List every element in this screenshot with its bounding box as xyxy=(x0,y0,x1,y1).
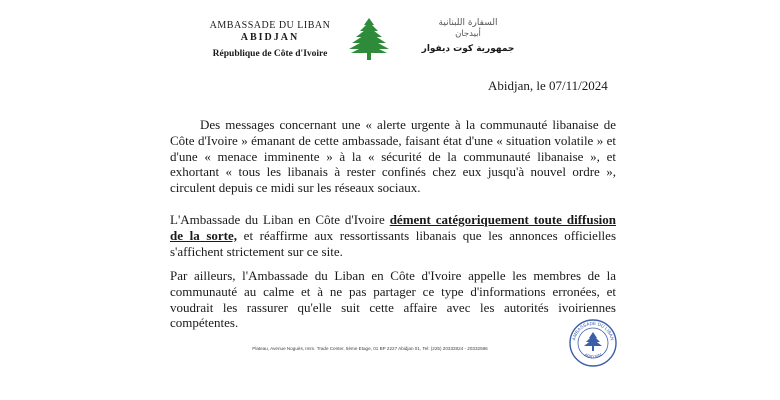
paragraph-2-tail: et réaffirme aux ressortissants libanais que les annonces officielles s'affichent strictement sur ce site. xyxy=(170,227,616,259)
city-name-fr: ABIDJAN xyxy=(240,31,300,43)
country-name-fr: République de Côte d'Ivoire xyxy=(212,49,328,59)
embassy-name-fr: AMBASSADE DU LIBAN xyxy=(209,20,331,31)
arabic-letterhead xyxy=(418,18,518,55)
paragraph-2 xyxy=(170,212,616,259)
svg-text:ABIDJAN xyxy=(583,352,602,359)
french-letterhead xyxy=(200,20,340,60)
country-name-ar: جمهورية كوت ديفوار xyxy=(421,43,515,54)
seal-stamp-icon xyxy=(568,318,618,368)
paragraph-1: Des messages concernant une « alerte urgente à la communauté libanaise de Côte d'Ivoire » émanant de cette ambassade, faisant état d'une « situation volatile » et d'une « menace imminente » à la « sécurité de la communauté libanaise », et exhortant « tous les libanais à rester confinés chez eux jusqu'à nouvel ordre », circulent depuis ce midi sur les réseaux sociaux. xyxy=(170,117,616,196)
footer-address: Plateau, Avenue Noguès, Imm. Trade Center, 5ème Etage, 01 BP 2227 Abidjan 01, Tel: (225) 20332824 - 20332596 xyxy=(252,346,488,351)
cedar-tree-icon xyxy=(346,16,392,62)
paragraph-2-emphasis: dément catégoriquement toute diffusion de la sorte, xyxy=(170,212,616,243)
city-name-ar: أبيدجان xyxy=(455,28,481,39)
paragraph-3: Par ailleurs, l'Ambassade du Liban en Côte d'Ivoire appelle les membres de la communauté au calme et à ne pas partager ce type d'informations erronées, et voudrait les rassurer qu'elle suit cette affaire avec les autorités ivoiriennes compétentes. xyxy=(170,268,616,331)
stamp-text-top: AMBASSADE DU LIBAN xyxy=(571,320,615,341)
paragraph-2-lead: L'Ambassade du Liban en Côte d'Ivoire xyxy=(170,212,390,227)
letter-date: Abidjan, le 07/11/2024 xyxy=(488,78,608,93)
stamp-text-bottom: ABIDJAN xyxy=(583,352,603,360)
embassy-name-ar: السفارة اللبنانية xyxy=(438,18,498,28)
